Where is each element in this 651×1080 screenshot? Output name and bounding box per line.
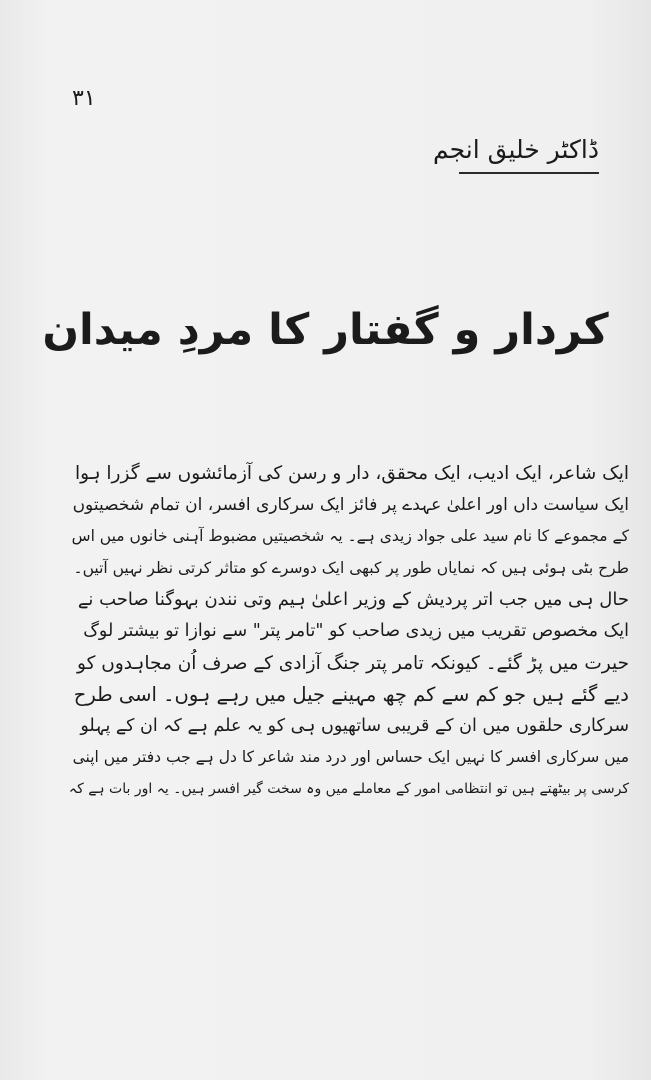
body-line: میں سرکاری افسر کا نہیں ایک حساس اور درد مند شاعر کا دل ہے جب دفتر میں اپنی: [72, 748, 629, 767]
body-line: ایک مخصوص تقریب میں زیدی صاحب کو "تامر پتر" سے نوازا تو بیشتر لوگ: [83, 620, 629, 641]
author-heading: [389, 135, 599, 181]
body-line: کے مجموعے کا نام سید علی جواد زیدی ہے۔ یہ شخصیتیں مضبوط آہنی خانوں میں اس: [71, 527, 629, 546]
body-line: ایک شاعر، ایک ادیب، ایک محقق، دار و رسن کی آزمائشوں سے گزرا ہوا: [75, 463, 629, 484]
body-line: کرسی پر بیٹھتے ہیں تو انتظامی امور کے معاملے میں وہ سخت گیر افسر ہیں۔ یہ اور بات ہے کہ: [68, 780, 629, 797]
body-line: طرح بٹی ہوئی ہیں کہ نمایاں طور پر کبھی ایک دوسرے کو متاثر کرتی نظر نہیں آتیں۔: [73, 558, 629, 577]
author-underline: [459, 172, 599, 174]
page-number: ۳۱: [72, 86, 96, 111]
body-line: حیرت میں پڑ گئے۔ کیونکہ تامر پتر جنگ آزادی کے صرف اُن مجاہدوں کو: [77, 652, 629, 674]
article-body: [69, 458, 629, 806]
body-line: حال ہی میں جب اتر پردیش کے وزیر اعلیٰ ہیم وتی نندن بہوگنا صاحب نے: [77, 589, 629, 611]
body-line: ایک سیاست داں اور اعلیٰ عہدے پر فائز ایک سرکاری افسر، ان تمام شخصیتوں: [72, 494, 629, 515]
article-title: کردار و گفتار کا مردِ میدان: [42, 305, 609, 355]
body-line: دیے گئے ہیں جو کم سے کم چھ مہینے جیل میں رہے ہوں۔ اسی طرح: [73, 683, 629, 707]
body-line: سرکاری حلقوں میں ان کے قریبی ساتھیوں ہی کو یہ علم ہے کہ ان کے پہلو: [80, 715, 629, 736]
author-name: ڈاکٹر خلیق انجم: [432, 135, 599, 164]
